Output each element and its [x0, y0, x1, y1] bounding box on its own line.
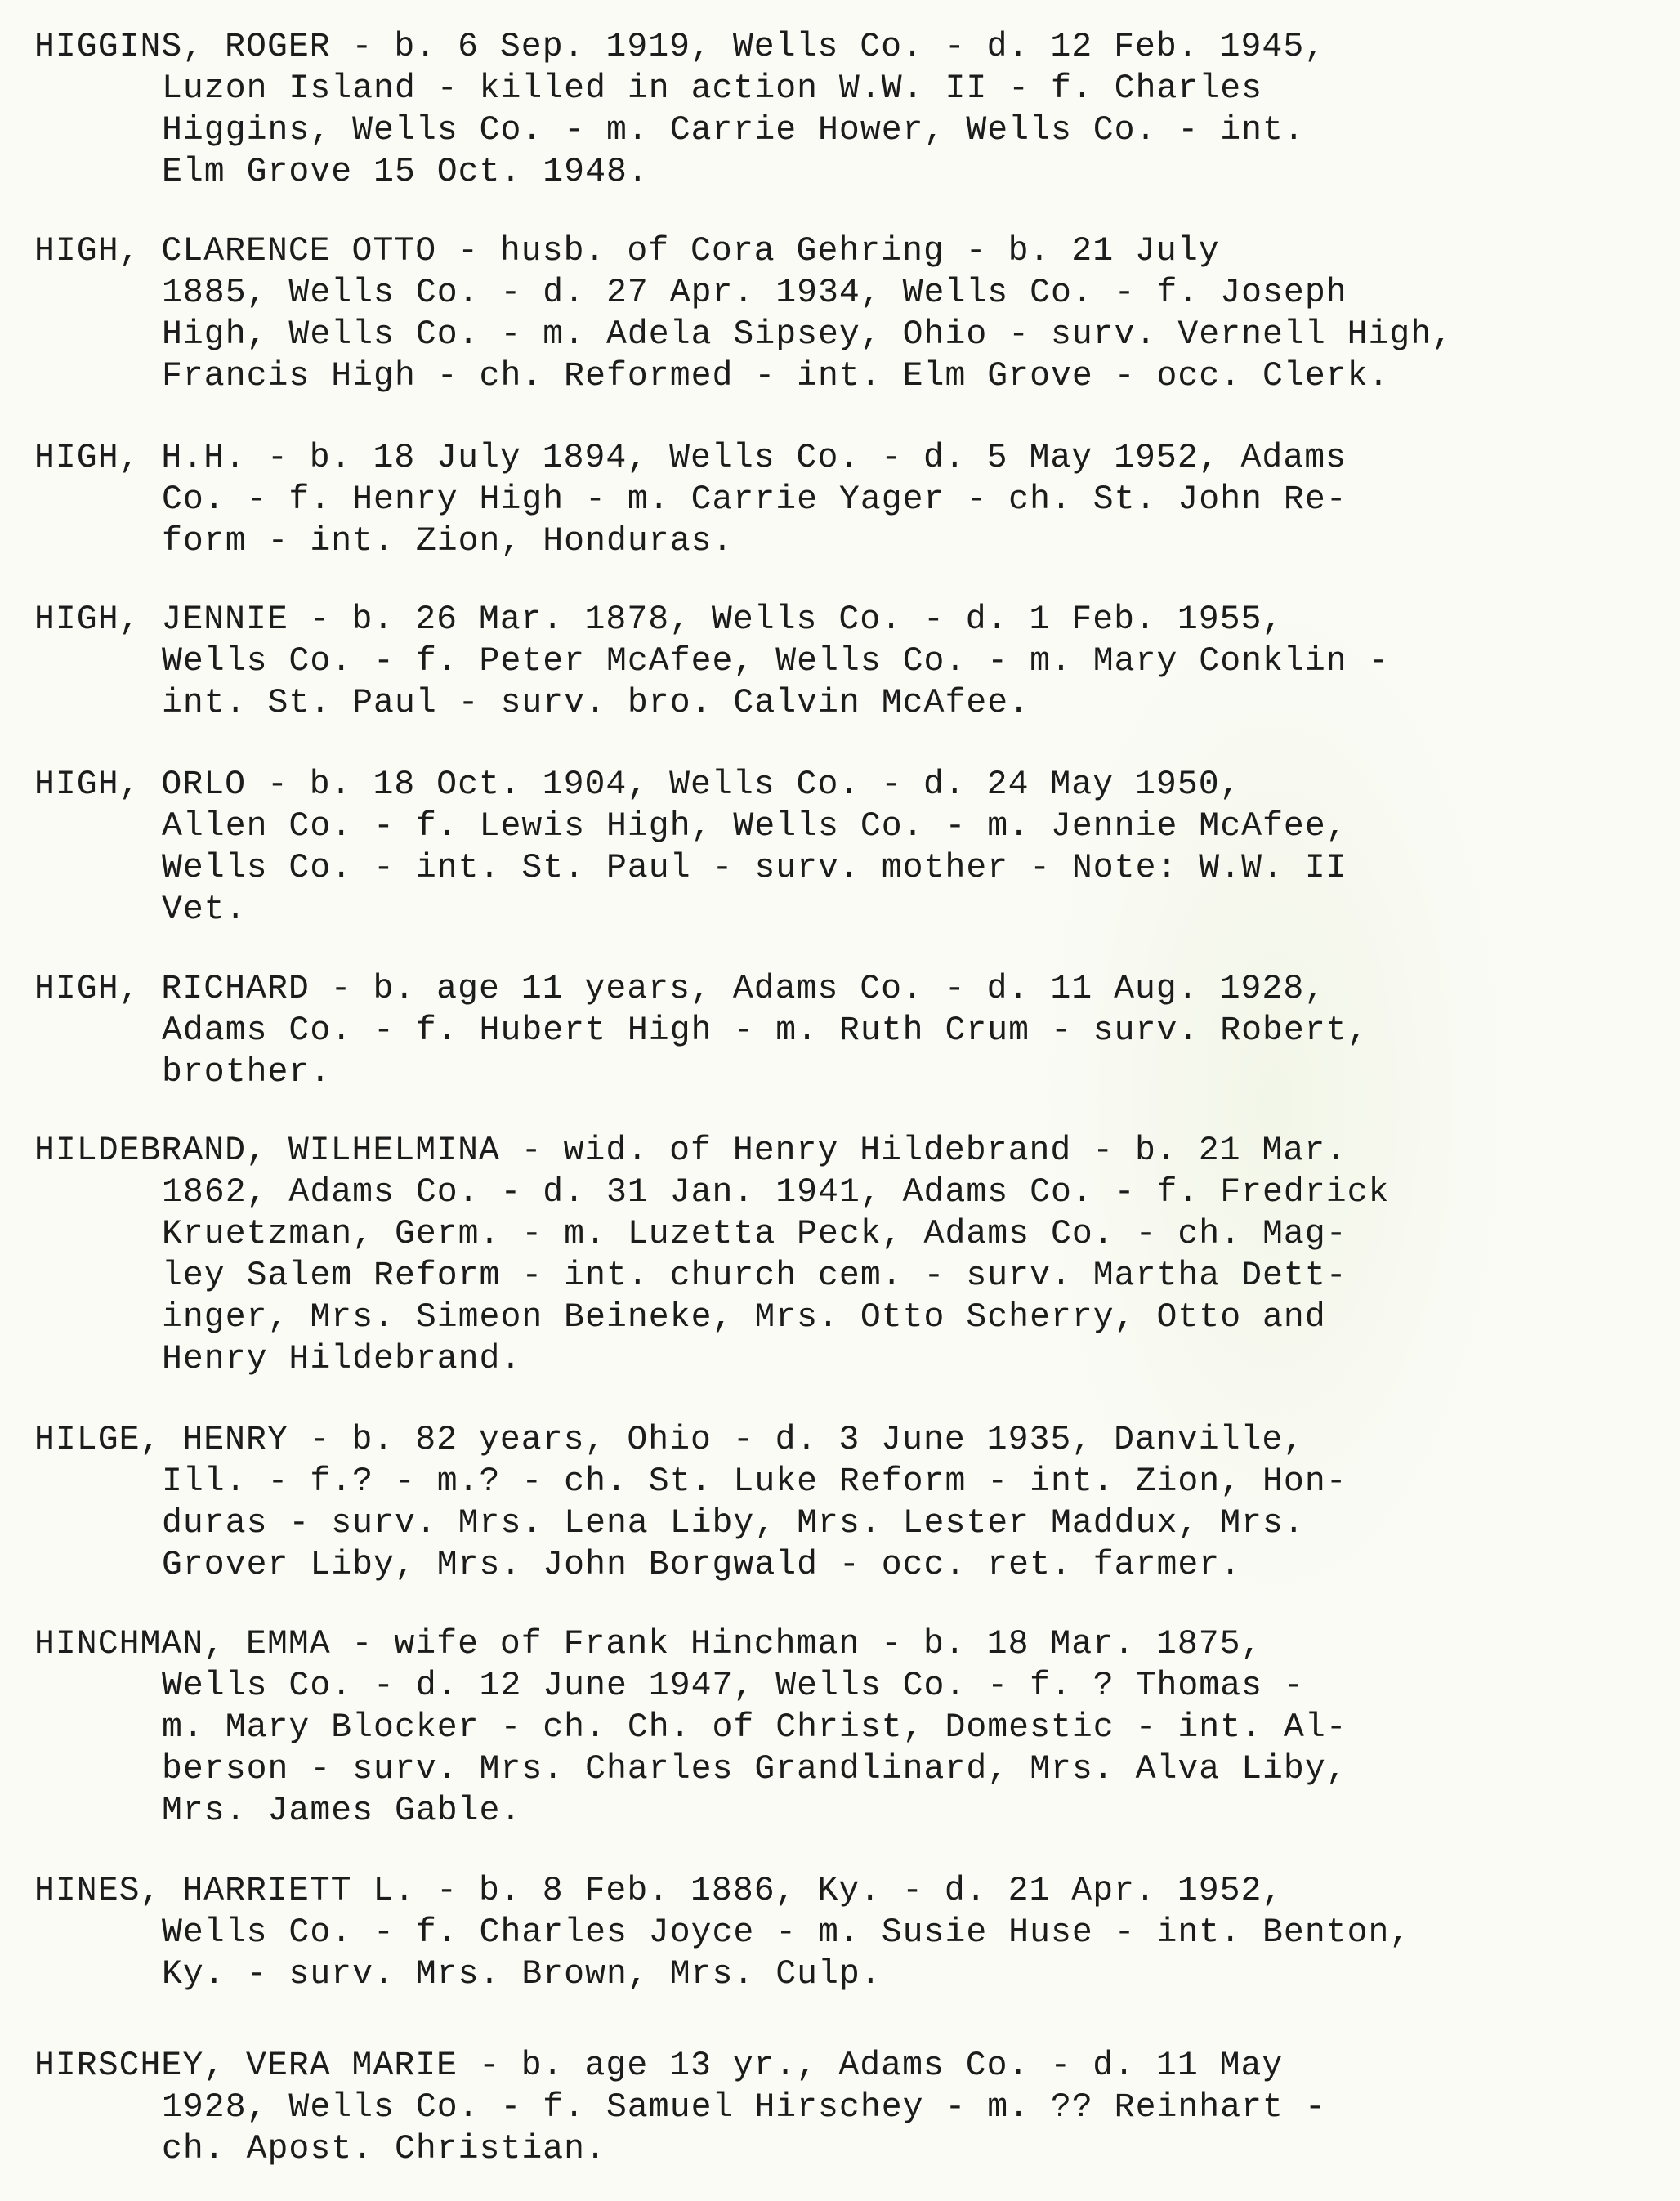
- entry-line: Francis High - ch. Reformed - int. Elm Grove - occ. Clerk.: [162, 357, 1390, 395]
- entry-line: Ill. - f.? - m.? - ch. St. Luke Reform - int. Zion, Hon-: [162, 1462, 1347, 1501]
- entry-high-hh: [34, 437, 1660, 562]
- entry-line: High, Wells Co. - m. Adela Sipsey, Ohio - surv. Vernell High,: [162, 315, 1454, 354]
- entry-line: HINCHMAN, EMMA - wife of Frank Hinchman - b. 18 Mar. 1875,: [34, 1625, 1262, 1663]
- entry-high-jennie: [34, 599, 1660, 724]
- entry-line: Grover Liby, Mrs. John Borgwald - occ. ret. farmer.: [162, 1546, 1242, 1584]
- entry-line: HIGH, JENNIE - b. 26 Mar. 1878, Wells Co. - d. 1 Feb. 1955,: [34, 600, 1284, 639]
- entry-line: Allen Co. - f. Lewis High, Wells Co. - m. Jennie McAfee,: [162, 807, 1347, 846]
- entry-line: HIRSCHEY, VERA MARIE - b. age 13 yr., Adams Co. - d. 11 May: [34, 2047, 1284, 2085]
- entry-line: HILDEBRAND, WILHELMINA - wid. of Henry Hildebrand - b. 21 Mar.: [34, 1132, 1347, 1170]
- entry-line: HILGE, HENRY - b. 82 years, Ohio - d. 3 June 1935, Danville,: [34, 1421, 1305, 1459]
- entry-higgins-roger: [34, 26, 1660, 193]
- entry-line: Luzon Island - killed in action W.W. II - f. Charles: [162, 69, 1263, 108]
- entry-line: Henry Hildebrand.: [162, 1340, 522, 1378]
- entry-line: ch. Apost. Christian.: [162, 2130, 606, 2168]
- entry-line: 1885, Wells Co. - d. 27 Apr. 1934, Wells Co. - f. Joseph: [162, 274, 1347, 312]
- entry-line: HIGH, CLARENCE OTTO - husb. of Cora Gehring - b. 21 July: [34, 232, 1220, 270]
- entry-line: Elm Grove 15 Oct. 1948.: [162, 153, 649, 191]
- entry-line: Co. - f. Henry High - m. Carrie Yager - ch. St. John Re-: [162, 480, 1347, 519]
- entry-line: Wells Co. - f. Charles Joyce - m. Susie Huse - int. Benton,: [162, 1913, 1411, 1952]
- entry-line: ley Salem Reform - int. church cem. - surv. Martha Dett-: [162, 1257, 1347, 1295]
- entry-line: 1928, Wells Co. - f. Samuel Hirschey - m. ?? Reinhart -: [162, 2088, 1326, 2127]
- entry-line: HIGH, RICHARD - b. age 11 years, Adams Co. - d. 11 Aug. 1928,: [34, 970, 1326, 1008]
- entry-hilge-henry: [34, 1419, 1660, 1586]
- entry-high-richard: [34, 968, 1660, 1093]
- entry-line: Wells Co. - int. St. Paul - surv. mother - Note: W.W. II: [162, 849, 1347, 887]
- entry-line: Wells Co. - f. Peter McAfee, Wells Co. - m. Mary Conklin -: [162, 642, 1390, 681]
- entry-high-clarence-otto: [34, 230, 1660, 397]
- entry-line: brother.: [162, 1053, 332, 1092]
- entry-hines-harriett: [34, 1870, 1660, 1995]
- entry-line: Higgins, Wells Co. - m. Carrie Hower, Wells Co. - int.: [162, 111, 1305, 150]
- entry-hinchman-emma: [34, 1623, 1660, 1832]
- entry-line: Mrs. James Gable.: [162, 1792, 522, 1830]
- entry-line: berson - surv. Mrs. Charles Grandlinard, Mrs. Alva Liby,: [162, 1750, 1347, 1788]
- entry-high-orlo: [34, 764, 1660, 931]
- entry-line: Vet.: [162, 891, 247, 929]
- entry-line: Kruetzman, Germ. - m. Luzetta Peck, Adams Co. - ch. Mag-: [162, 1215, 1347, 1253]
- entry-line: HINES, HARRIETT L. - b. 8 Feb. 1886, Ky. - d. 21 Apr. 1952,: [34, 1872, 1284, 1910]
- entry-line: Wells Co. - d. 12 June 1947, Wells Co. - f. ? Thomas -: [162, 1667, 1305, 1705]
- entry-line: int. St. Paul - surv. bro. Calvin McAfee.: [162, 684, 1030, 722]
- entry-line: form - int. Zion, Honduras.: [162, 522, 734, 560]
- entry-line: HIGH, H.H. - b. 18 July 1894, Wells Co. - d. 5 May 1952, Adams: [34, 439, 1347, 477]
- entry-line: 1862, Adams Co. - d. 31 Jan. 1941, Adams Co. - f. Fredrick: [162, 1173, 1390, 1212]
- entry-line: duras - surv. Mrs. Lena Liby, Mrs. Lester Maddux, Mrs.: [162, 1504, 1305, 1542]
- entry-line: HIGH, ORLO - b. 18 Oct. 1904, Wells Co. - d. 24 May 1950,: [34, 766, 1241, 804]
- entry-line: Adams Co. - f. Hubert High - m. Ruth Crum - surv. Robert,: [162, 1011, 1369, 1050]
- entry-hildebrand-wilhelmina: [34, 1130, 1660, 1380]
- entry-line: Ky. - surv. Mrs. Brown, Mrs. Culp.: [162, 1955, 882, 1993]
- entry-line: m. Mary Blocker - ch. Ch. of Christ, Domestic - int. Al-: [162, 1708, 1347, 1747]
- entry-hirschey-vera-marie: [34, 2045, 1660, 2170]
- entry-line: HIGGINS, ROGER - b. 6 Sep. 1919, Wells Co. - d. 12 Feb. 1945,: [34, 28, 1326, 66]
- entry-line: inger, Mrs. Simeon Beineke, Mrs. Otto Scherry, Otto and: [162, 1298, 1326, 1337]
